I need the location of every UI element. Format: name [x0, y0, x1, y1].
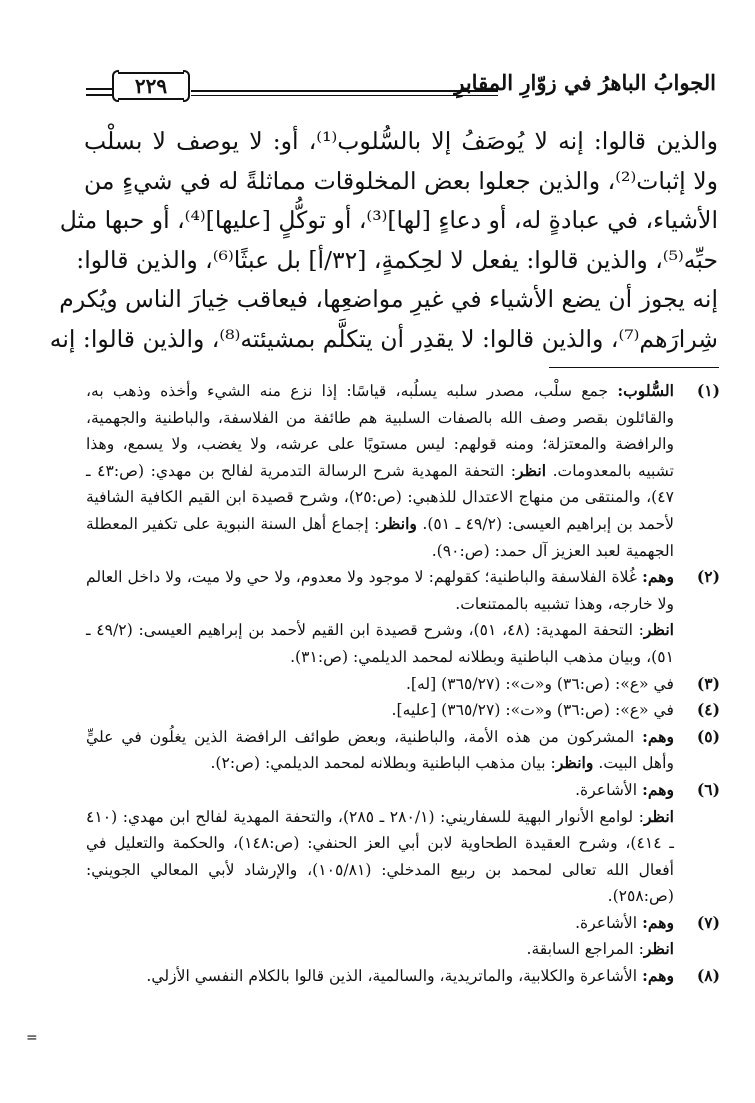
footnote [86, 910, 720, 963]
footnote-lead: وهم: [642, 779, 674, 799]
book-title: الجوابُ الباهرُ في زوّارِ المقابرِ [454, 70, 716, 95]
footnote-text: : بيان مذهب الباطنية وبطلانه لمحمد الديلمي: (ص:٢). [210, 754, 556, 773]
footnote-body [86, 963, 674, 990]
footnote-text: : إجماع أهل السنة النبوية على تكفير المعطلة الجهمية لعبد العزيز آل حمد: (ص:٩٠). [86, 514, 674, 560]
footnote-number: (٣) [696, 673, 720, 693]
page-number: ٢٢٩ [118, 72, 184, 100]
footnote-see: انظر [643, 620, 674, 640]
footnote [86, 777, 720, 910]
footnote-lead: وهم: [642, 567, 674, 587]
footnote-lead: السُّلوب: [617, 381, 674, 400]
footnote-see: انظر [515, 460, 547, 480]
main-text-line: إنه يجوز أن يضع الأشياء في غيرِ مواضعِها، فيعاقب خِيارَ الناس ويُكرم [59, 285, 718, 314]
footnote-divider [549, 367, 719, 368]
footnote-body [86, 564, 674, 617]
main-text-line: ولا إثبات⁽²⁾، والذين جعلوا بعض المخلوقات مماثلةً له في شيءٍ من [84, 166, 718, 195]
footnote-text: : لوامع الأنوار البهية للسفاريني: (٢٨٠/١ ـ ٢٨٥)، والتحفة المهدية لفالح ابن مهدي: (٤١٠ ـ ٤١٤)، وشرح العقيدة الطحاوية لابن أبي العز الحنفي: (ص:١٤٨)، والحكمة والتعليل في أفعال الله تعالى لمحمد بن ربيع المدخلي: (١٠٥/٨١)، والإرشاد لأبي المعالي الجويني: (ص:٢٥٨). [86, 807, 674, 906]
running-header [86, 64, 716, 104]
footnote [86, 671, 720, 698]
footnote-text: الأشاعرة. [575, 913, 643, 932]
footnote-body [86, 378, 674, 564]
footnote-number: (٥) [696, 726, 720, 746]
footnote-reference [86, 804, 674, 910]
footnote-see: وانظر [379, 513, 417, 533]
footnote [86, 963, 720, 990]
footnote-reference [86, 617, 674, 670]
footnote-text: في «ع»: (ص:٣٦) و«ت»: (٣٦٥/٢٧) [عليه]. [391, 701, 674, 720]
footnote-number: (٤) [696, 700, 720, 720]
footnote-see: انظر [643, 939, 674, 959]
footnote-text: الأشاعرة والكلابية، والماتريدية، والسالمية، الذين قالوا بالكلام النفسي الأزلي. [146, 967, 643, 986]
footnote-see: وانظر [555, 753, 594, 773]
footnote [86, 564, 720, 670]
footnote-text: : التحفة المهدية شرح الرسالة التدمرية لفالح بن مهدي: (ص:٤٣ ـ ٤٧)، والمنتقى من منهاج الاعتدال للذهبي: (ص:٢٥)، وشرح قصيدة ابن القيم الكافية الشافية لأحمد بن إبراهيم العيسى: (٤٩/٢ ـ ٥١). [86, 461, 675, 533]
footnote-text: : التحفة المهدية: (٤٨، ٥١)، وشرح قصيدة ابن القيم لأحمد بن إبراهيم العيسى: (٤٩/٢ ـ ٥١)، وبيان مذهب الباطنية وبطلانه لمحمد الديلمي: (ص:٣١). [86, 621, 674, 666]
footnote-reference [86, 936, 674, 963]
footnotes [86, 378, 720, 990]
footnote-body [86, 777, 674, 804]
footnote-text: : المراجع السابقة. [526, 940, 644, 959]
main-text-line: حبِّه⁽⁵⁾، والذين قالوا: يفعل لا لحِكمةٍ، [٣٢/أ] بل عبثًا⁽⁶⁾، والذين قالوا: [76, 245, 718, 274]
footnote-number: (٧) [696, 912, 720, 932]
footnote-lead: وهم: [642, 966, 674, 986]
footnote-text: جمع سلْب، مصدر سلبه يسلُبه، قياسًا: إذا نزع منه الشيء وأخذه وذهب به، والقائلون بقصر وصف الله بالصفات السلبية هم طائفة من الفلاسفة، والباطنية والجهمية، والرافضة والمعتزلة؛ ومنه قولهم: ليس مستويًا على عرشه، ولا يغضب، ولا يسمع، وهذا تشبيه بالمعدومات. [86, 382, 674, 480]
footnote-lead: وهم: [642, 912, 674, 932]
footnote-text: المشركون من هذه الأمة، والباطنية، وبعض طوائف الرافضة الذين يغلُون في عليٍّ وأهل البيت. [86, 727, 674, 773]
continuation-mark: = [26, 1030, 38, 1046]
footnote [86, 697, 720, 724]
footnote-text: غُلاة الفلاسفة والباطنية؛ كقولهم: لا موجود ولا معدوم، ولا حي ولا ميت، ولا داخل العالم ولا خارجه، وهذا تشبيه بالممتنعات. [86, 568, 674, 613]
footnote-text: الأشاعرة. [575, 780, 643, 799]
footnote-number: (٦) [696, 779, 720, 799]
footnote-number: (١) [696, 381, 720, 400]
footnote-see: انظر [643, 806, 675, 826]
footnote-lead: وهم: [642, 726, 674, 746]
footnote-body [86, 724, 674, 777]
main-text-line: شِرارَهم⁽⁷⁾، والذين قالوا: لا يقدِر أن يتكلَّم بمشيئته⁽⁸⁾، والذين قالوا: إنه [49, 324, 718, 353]
footnote-number: (٢) [696, 567, 720, 587]
main-text-line: والذين قالوا: إنه لا يُوصَفُ إلا بالسُّلوب⁽¹⁾، أو: لا يوصف لا بسلْب [84, 127, 718, 155]
header-leader-line [86, 94, 112, 96]
header-rule [191, 90, 498, 96]
main-text-line: الأشياء، في عبادةٍ له، أو دعاءٍ [لها]⁽³⁾، أو توكُّلٍ [عليها]⁽⁴⁾، أو حبها مثل [59, 206, 718, 235]
main-text [49, 122, 718, 360]
footnote-body [86, 910, 674, 937]
footnote-number: (٨) [696, 966, 720, 986]
footnote-text: في «ع»: (ص:٣٦) و«ت»: (٣٦٥/٢٧) [له]. [405, 674, 674, 693]
header-leader-line [86, 88, 112, 90]
footnote [86, 724, 720, 777]
footnote [86, 378, 720, 564]
